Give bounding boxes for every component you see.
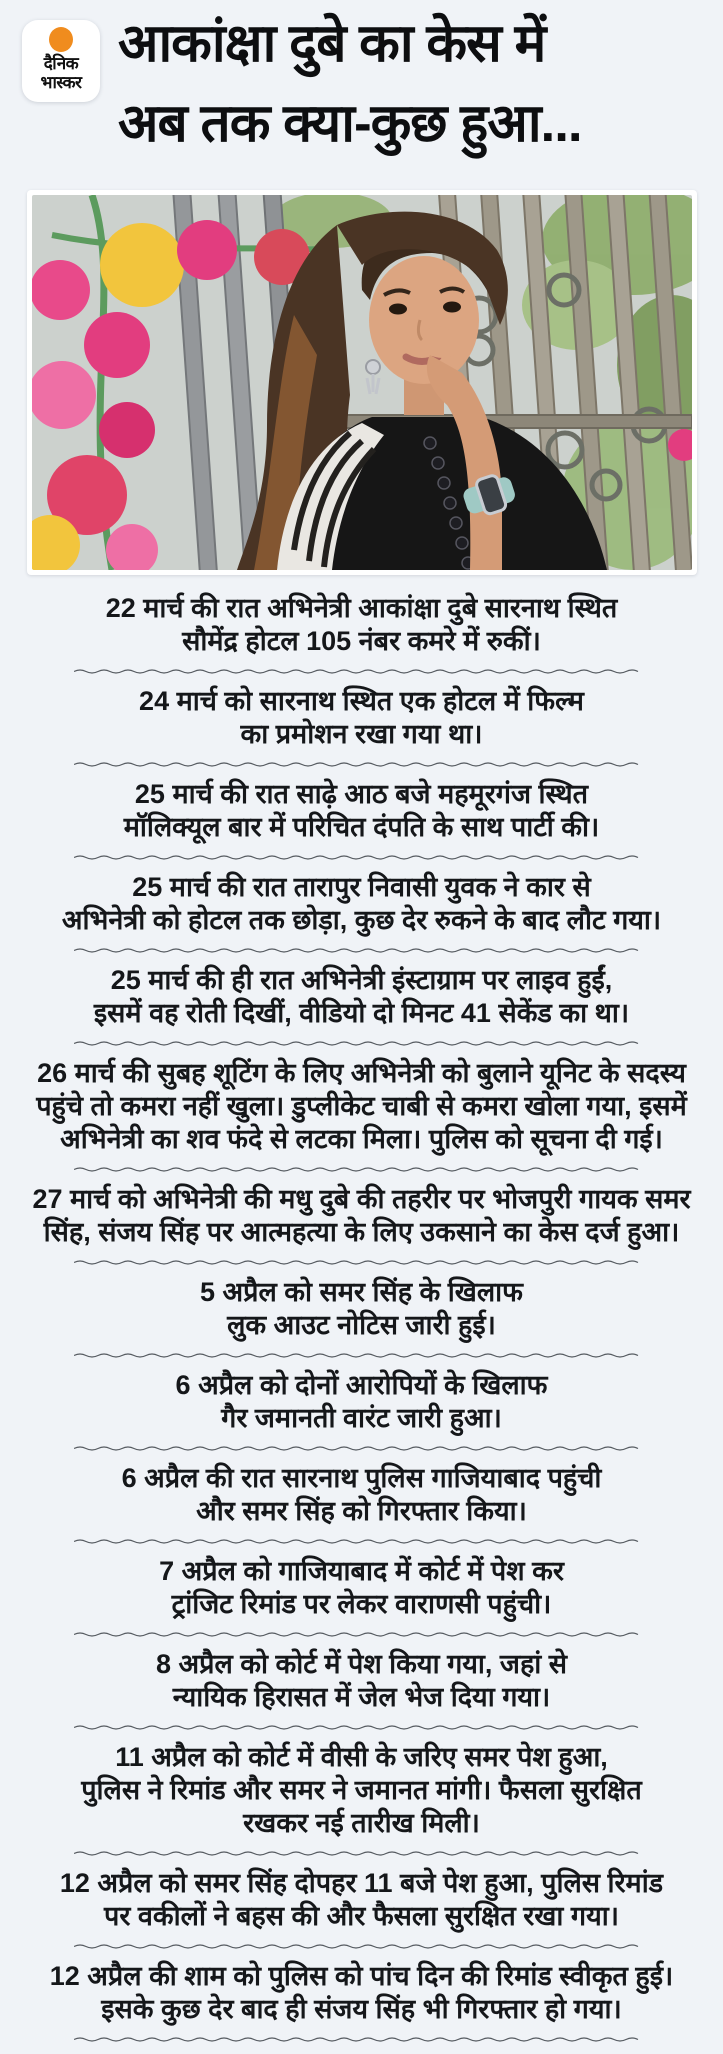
event-text: न्यायिक हिरासत में जेल भेज दिया गया।: [172, 1682, 551, 1712]
timeline-event: [150, 1639, 573, 1723]
event-text: का प्रमोशन रखा गया था।: [240, 719, 483, 749]
title-line1: आकांक्षा दुबे का केस में: [118, 14, 546, 73]
event-text: लुक आउट नोटिस जारी हुई।: [227, 1310, 496, 1340]
event-text: मॉलिक्यूल बार में परिचित दंपति के साथ पार्टी की।: [123, 812, 600, 842]
timeline-event: [75, 1732, 648, 1849]
event-text: 25 मार्च की रात तारापुर निवासी युवक ने कार से: [132, 872, 591, 902]
timeline-event: [88, 955, 635, 1039]
timeline-event: [118, 769, 606, 853]
timeline-event: [194, 1267, 529, 1351]
event-text: 25 मार्च की ही रात अभिनेत्री इंस्टाग्राम पर लाइव हुईं,: [110, 965, 613, 995]
event-text: अभिनेत्री का शव फंदे से लटका मिला। पुलिस को सूचना दी गई।: [60, 1124, 663, 1154]
event-text: 12 अप्रैल को समर सिंह दोपहर 11 बजे पेश हुआ, पुलिस रिमांड: [59, 1868, 664, 1898]
timeline-event: [170, 1360, 554, 1444]
wavy-divider: [74, 1724, 650, 1731]
timeline-event: [44, 1951, 680, 2035]
wavy-divider: [74, 1445, 650, 1452]
event-text: 6 अप्रैल को दोनों आरोपियों के खिलाफ: [175, 1370, 548, 1400]
wavy-divider: [74, 1850, 650, 1857]
wavy-divider: [74, 1352, 650, 1359]
wavy-divider: [74, 1166, 650, 1173]
sun-icon: [49, 27, 73, 52]
earring: [366, 360, 380, 374]
timeline-event: [56, 862, 667, 946]
timeline-event: [100, 583, 624, 667]
timeline-event: [26, 1174, 696, 1258]
event-text: 27 मार्च को अभिनेत्री की मधु दुबे की तहरीर पर भोजपुरी गायक समर: [32, 1184, 691, 1214]
event-text: सौमेंद्र होटल 105 नंबर कमरे में रुकीं।: [182, 626, 541, 656]
event-text: 8 अप्रैल को कोर्ट में पेश किया गया, जहां से: [155, 1649, 568, 1679]
eye-right: [443, 302, 461, 313]
dainik-bhaskar-logo: [22, 20, 100, 102]
event-text: 24 मार्च को सारनाथ स्थित एक होटल में फिल्म: [139, 686, 584, 716]
timeline-event: [54, 1858, 669, 1942]
event-text: पर वकीलों ने बहस की और फैसला सुरक्षित रखा गया।: [104, 1901, 619, 1931]
event-text: इसमें वह रोती दिखीं, वीडियो दो मिनट 41 सेकेंड का था।: [93, 998, 630, 1028]
wavy-divider: [74, 947, 650, 954]
wavy-divider: [74, 1943, 650, 1950]
event-text: और समर सिंह को गिरफ्तार किया।: [196, 1496, 527, 1526]
timeline: [0, 583, 723, 2044]
timeline-event: [30, 1048, 693, 1165]
logo-text-line1: दैनिक: [43, 54, 79, 73]
timeline-event: [116, 1453, 608, 1537]
event-text: 11 अप्रैल को कोर्ट में वीसी के जरिए समर पेश हुआ,: [115, 1742, 608, 1772]
event-text: पुलिस ने रिमांड और समर ने जमानत मांगी। फैसला सुरक्षित: [81, 1775, 642, 1805]
timeline-event: [133, 676, 590, 760]
header: [0, 0, 723, 186]
wavy-divider: [74, 2036, 650, 2043]
event-text: सिंह, संजय सिंह पर आत्महत्या के लिए उकसाने का केस दर्ज हुआ।: [43, 1217, 680, 1247]
wavy-divider: [74, 854, 650, 861]
wavy-divider: [74, 761, 650, 768]
title-line2: अब तक क्या-कुछ हुआ...: [118, 94, 582, 153]
event-text: पहुंचे तो कमरा नहीं खुला। डुप्लीकेट चाबी से कमरा खोला गया, इसमें: [36, 1091, 687, 1121]
event-text: इसके कुछ देर बाद ही संजय सिंह भी गिरफ्तार हो गया।: [101, 1994, 622, 2024]
event-text: 5 अप्रैल को समर सिंह के खिलाफ: [199, 1277, 523, 1307]
lead-photo: [27, 190, 697, 575]
logo-text-line2: भास्कर: [40, 73, 82, 92]
timeline-event: [153, 1546, 570, 1630]
event-text: 26 मार्च की सुबह शूटिंग के लिए अभिनेत्री को बुलाने यूनिट के सदस्य: [37, 1058, 686, 1088]
wavy-divider: [74, 1538, 650, 1545]
wavy-divider: [74, 1631, 650, 1638]
wavy-divider: [74, 1259, 650, 1266]
event-text: 7 अप्रैल को गाजियाबाद में कोर्ट में पेश कर: [159, 1556, 564, 1586]
lead-photo-illustration: [32, 195, 692, 570]
event-text: 22 मार्च की रात अभिनेत्री आकांक्षा दुबे सारनाथ स्थित: [105, 593, 618, 623]
wavy-divider: [74, 1040, 650, 1047]
event-text: 6 अप्रैल की रात सारनाथ पुलिस गाजियाबाद पहुंची: [121, 1463, 602, 1493]
eye-left: [389, 304, 407, 315]
event-text: ट्रांजिट रिमांड पर लेकर वाराणसी पहुंची।: [171, 1589, 552, 1619]
event-text: 12 अप्रैल की शाम को पुलिस को पांच दिन की रिमांड स्वीकृत हुई।: [49, 1961, 674, 1991]
event-text: 25 मार्च की रात साढ़े आठ बजे महमूरगंज स्थित: [134, 779, 589, 809]
event-text: अभिनेत्री को होटल तक छोड़ा, कुछ देर रुकने के बाद लौट गया।: [61, 905, 662, 935]
wavy-divider: [74, 668, 650, 675]
page-title: [118, 4, 718, 164]
event-text: गैर जमानती वारंट जारी हुआ।: [221, 1403, 502, 1433]
event-text: रखकर नई तारीख मिली।: [243, 1808, 480, 1838]
